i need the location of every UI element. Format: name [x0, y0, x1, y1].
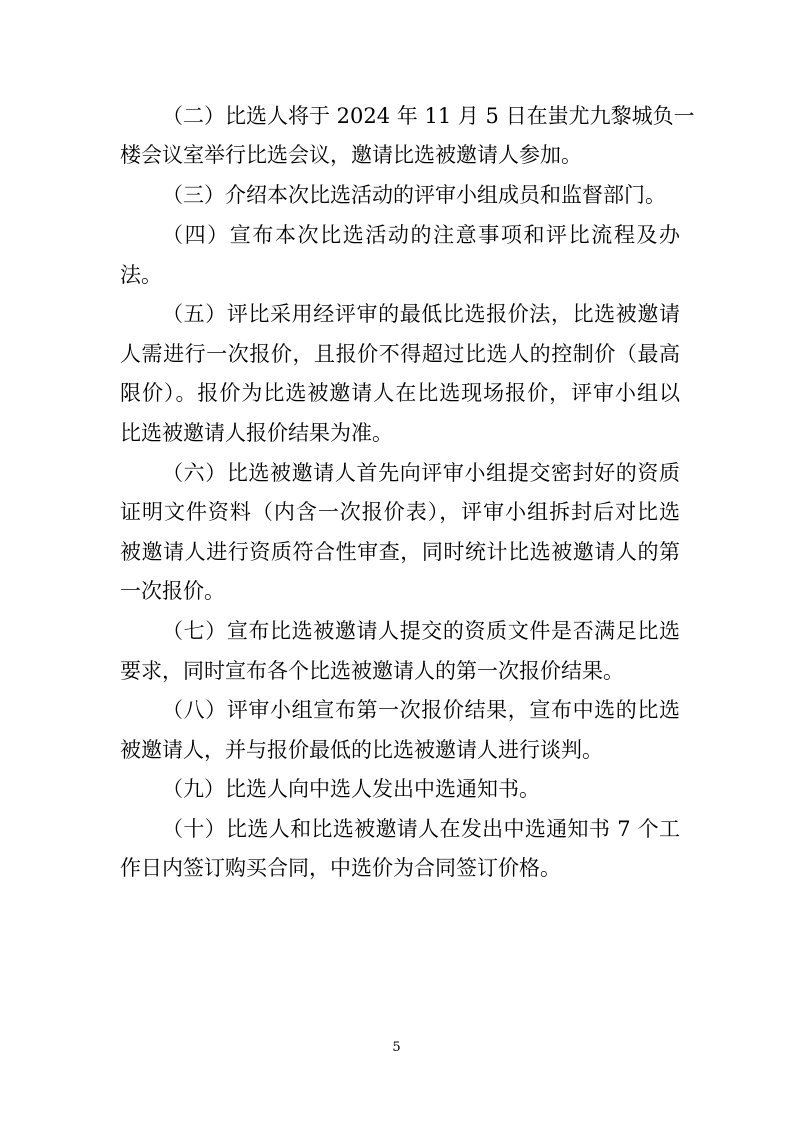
paragraph-7-line-2: 要求，同时宣布各个比选被邀请人的第一次报价结果。	[120, 659, 624, 683]
paragraph-4-line-2: 法。	[120, 263, 162, 287]
paragraph-6-line-3: 被邀请人进行资质符合性审查，同时统计比选被邀请人的第	[120, 540, 680, 564]
paragraph-7-line-1: （七）宣布比选被邀请人提交的资质文件是否满足比选	[162, 619, 680, 643]
paragraph-10-line-1: （十）比选人和比选被邀请人在发出中选通知书 7 个工	[162, 817, 680, 841]
paragraph-2-line-1: （二）比选人将于 2024 年 11 月 5 日在蚩尤九黎城负一	[162, 104, 695, 128]
paragraph-5-line-3: 限价）。报价为比选被邀请人在比选现场报价，评审小组以	[120, 381, 680, 405]
paragraph-10-line-2: 作日内签订购买合同，中选价为合同签订价格。	[120, 856, 561, 880]
paragraph-5-line-2: 人需进行一次报价，且报价不得超过比选人的控制价（最高	[120, 342, 680, 366]
paragraph-6-line-2: 证明文件资料（内含一次报价表），评审小组拆封后对比选	[120, 500, 680, 524]
paragraph-9-line-1: （九）比选人向中选人发出中选通知书。	[162, 777, 540, 801]
page-number: 5	[392, 1040, 401, 1055]
paragraph-8-line-1: （八）评审小组宣布第一次报价结果，宣布中选的比选	[162, 698, 680, 722]
paragraph-6-line-1: （六）比选被邀请人首先向评审小组提交密封好的资质	[162, 461, 680, 485]
paragraph-8-line-2: 被邀请人，并与报价最低的比选被邀请人进行谈判。	[120, 738, 603, 762]
paragraph-5-line-1: （五）评比采用经评审的最低比选报价法，比选被邀请	[162, 302, 680, 326]
paragraph-2-line-2: 楼会议室举行比选会议，邀请比选被邀请人参加。	[120, 143, 582, 167]
paragraph-4-line-1: （四）宣布本次比选活动的注意事项和评比流程及办	[162, 223, 680, 247]
paragraph-6-line-4: 一次报价。	[120, 579, 225, 603]
paragraph-3-line-1: （三）介绍本次比选活动的评审小组成员和监督部门。	[162, 183, 666, 207]
paragraph-5-line-4: 比选被邀请人报价结果为准。	[120, 421, 393, 445]
